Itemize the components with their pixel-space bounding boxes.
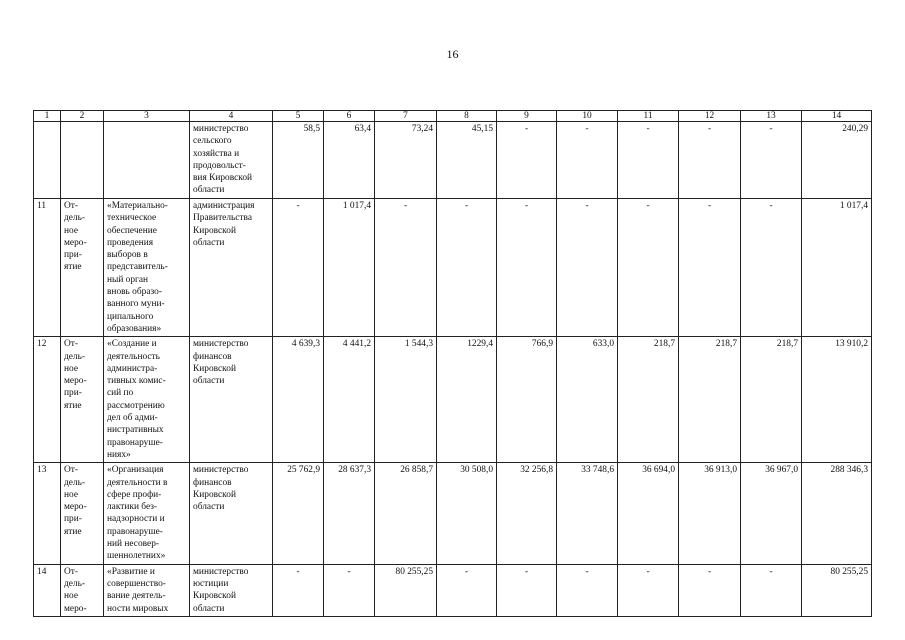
- executor-cell: министерство юстиции Кировской области: [190, 564, 273, 616]
- event-type-cell: От- дель- ное меро-: [61, 564, 104, 616]
- value-cell: 58,5: [273, 122, 324, 199]
- value-cell: 32 256,8: [497, 463, 557, 564]
- executor-cell: министерство финансов Кировской области: [190, 463, 273, 564]
- total-cell: 240,29: [802, 122, 872, 199]
- column-number-cell: 3: [104, 111, 190, 122]
- event-type-cell: От- дель- ное меро- при- ятие: [61, 463, 104, 564]
- total-cell: 80 255,25: [802, 564, 872, 616]
- value-cell: 25 762,9: [273, 463, 324, 564]
- value-cell: -: [437, 564, 497, 616]
- value-cell: 26 858,7: [375, 463, 437, 564]
- value-cell: -: [679, 122, 741, 199]
- table-row: [34, 122, 872, 199]
- value-cell: -: [324, 564, 375, 616]
- budget-table: [33, 110, 872, 617]
- value-cell: -: [618, 564, 679, 616]
- value-cell: 63,4: [324, 122, 375, 199]
- page-number: 16: [446, 47, 459, 61]
- column-number-cell: 8: [437, 111, 497, 122]
- value-cell: -: [497, 564, 557, 616]
- value-cell: 766,9: [497, 337, 557, 463]
- table-header-row: [34, 111, 872, 122]
- value-cell: -: [741, 199, 802, 337]
- value-cell: -: [557, 564, 618, 616]
- value-cell: 4 639,3: [273, 337, 324, 463]
- value-cell: -: [557, 199, 618, 337]
- column-number-cell: 6: [324, 111, 375, 122]
- executor-cell: администрация Правительства Кировской области: [190, 199, 273, 337]
- value-cell: 1 544,3: [375, 337, 437, 463]
- event-name-cell: «Развитие и совершенство- вание деятель- ности мировых: [104, 564, 190, 616]
- column-number-cell: 5: [273, 111, 324, 122]
- table-row: [34, 337, 872, 463]
- value-cell: -: [618, 122, 679, 199]
- column-number-cell: 2: [61, 111, 104, 122]
- column-number-cell: 4: [190, 111, 273, 122]
- value-cell: 218,7: [618, 337, 679, 463]
- column-number-cell: 13: [741, 111, 802, 122]
- value-cell: 36 913,0: [679, 463, 741, 564]
- value-cell: -: [497, 199, 557, 337]
- column-number-cell: 1: [34, 111, 61, 122]
- value-cell: -: [557, 122, 618, 199]
- event-type-cell: От- дель- ное меро- при- ятие: [61, 337, 104, 463]
- value-cell: -: [741, 122, 802, 199]
- value-cell: 218,7: [679, 337, 741, 463]
- value-cell: 633,0: [557, 337, 618, 463]
- total-cell: 13 910,2: [802, 337, 872, 463]
- event-name-cell: [104, 122, 190, 199]
- event-type-cell: От- дель- ное меро- при- ятие: [61, 199, 104, 337]
- value-cell: 36 967,0: [741, 463, 802, 564]
- row-number-cell: 13: [34, 463, 61, 564]
- executor-cell: министерство сельского хозяйства и продовольст- вия Кировской области: [190, 122, 273, 199]
- value-cell: -: [497, 122, 557, 199]
- event-name-cell: «Создание и деятельность администра- тивных комис- сий по рассмотрению дел об адми- нистративных правонаруше- ниях»: [104, 337, 190, 463]
- executor-cell: министерство финансов Кировской области: [190, 337, 273, 463]
- value-cell: -: [375, 199, 437, 337]
- row-number-cell: 14: [34, 564, 61, 616]
- value-cell: -: [679, 564, 741, 616]
- column-number-cell: 11: [618, 111, 679, 122]
- value-cell: -: [741, 564, 802, 616]
- table-row: [34, 564, 872, 616]
- value-cell: 36 694,0: [618, 463, 679, 564]
- event-name-cell: «Организация деятельности в сфере профи- лактики без- надзорности и правонаруше- ний несовер- шеннолетних»: [104, 463, 190, 564]
- value-cell: 1 017,4: [324, 199, 375, 337]
- value-cell: -: [437, 199, 497, 337]
- value-cell: 73,24: [375, 122, 437, 199]
- column-number-cell: 7: [375, 111, 437, 122]
- column-number-cell: 9: [497, 111, 557, 122]
- row-number-cell: 11: [34, 199, 61, 337]
- value-cell: 80 255,25: [375, 564, 437, 616]
- total-cell: 1 017,4: [802, 199, 872, 337]
- value-cell: -: [273, 199, 324, 337]
- column-number-cell: 14: [802, 111, 872, 122]
- row-number-cell: [34, 122, 61, 199]
- column-number-cell: 12: [679, 111, 741, 122]
- value-cell: 4 441,2: [324, 337, 375, 463]
- value-cell: 45,15: [437, 122, 497, 199]
- value-cell: 218,7: [741, 337, 802, 463]
- table-row: [34, 463, 872, 564]
- event-type-cell: [61, 122, 104, 199]
- value-cell: -: [273, 564, 324, 616]
- value-cell: 33 748,6: [557, 463, 618, 564]
- value-cell: 30 508,0: [437, 463, 497, 564]
- value-cell: -: [679, 199, 741, 337]
- row-number-cell: 12: [34, 337, 61, 463]
- column-number-cell: 10: [557, 111, 618, 122]
- total-cell: 288 346,3: [802, 463, 872, 564]
- event-name-cell: «Материально- техническое обеспечение проведения выборов в представитель- ный орган вновь образо- ванного муни- ципального образования»: [104, 199, 190, 337]
- table-row: [34, 199, 872, 337]
- value-cell: 1229,4: [437, 337, 497, 463]
- value-cell: -: [618, 199, 679, 337]
- value-cell: 28 637,3: [324, 463, 375, 564]
